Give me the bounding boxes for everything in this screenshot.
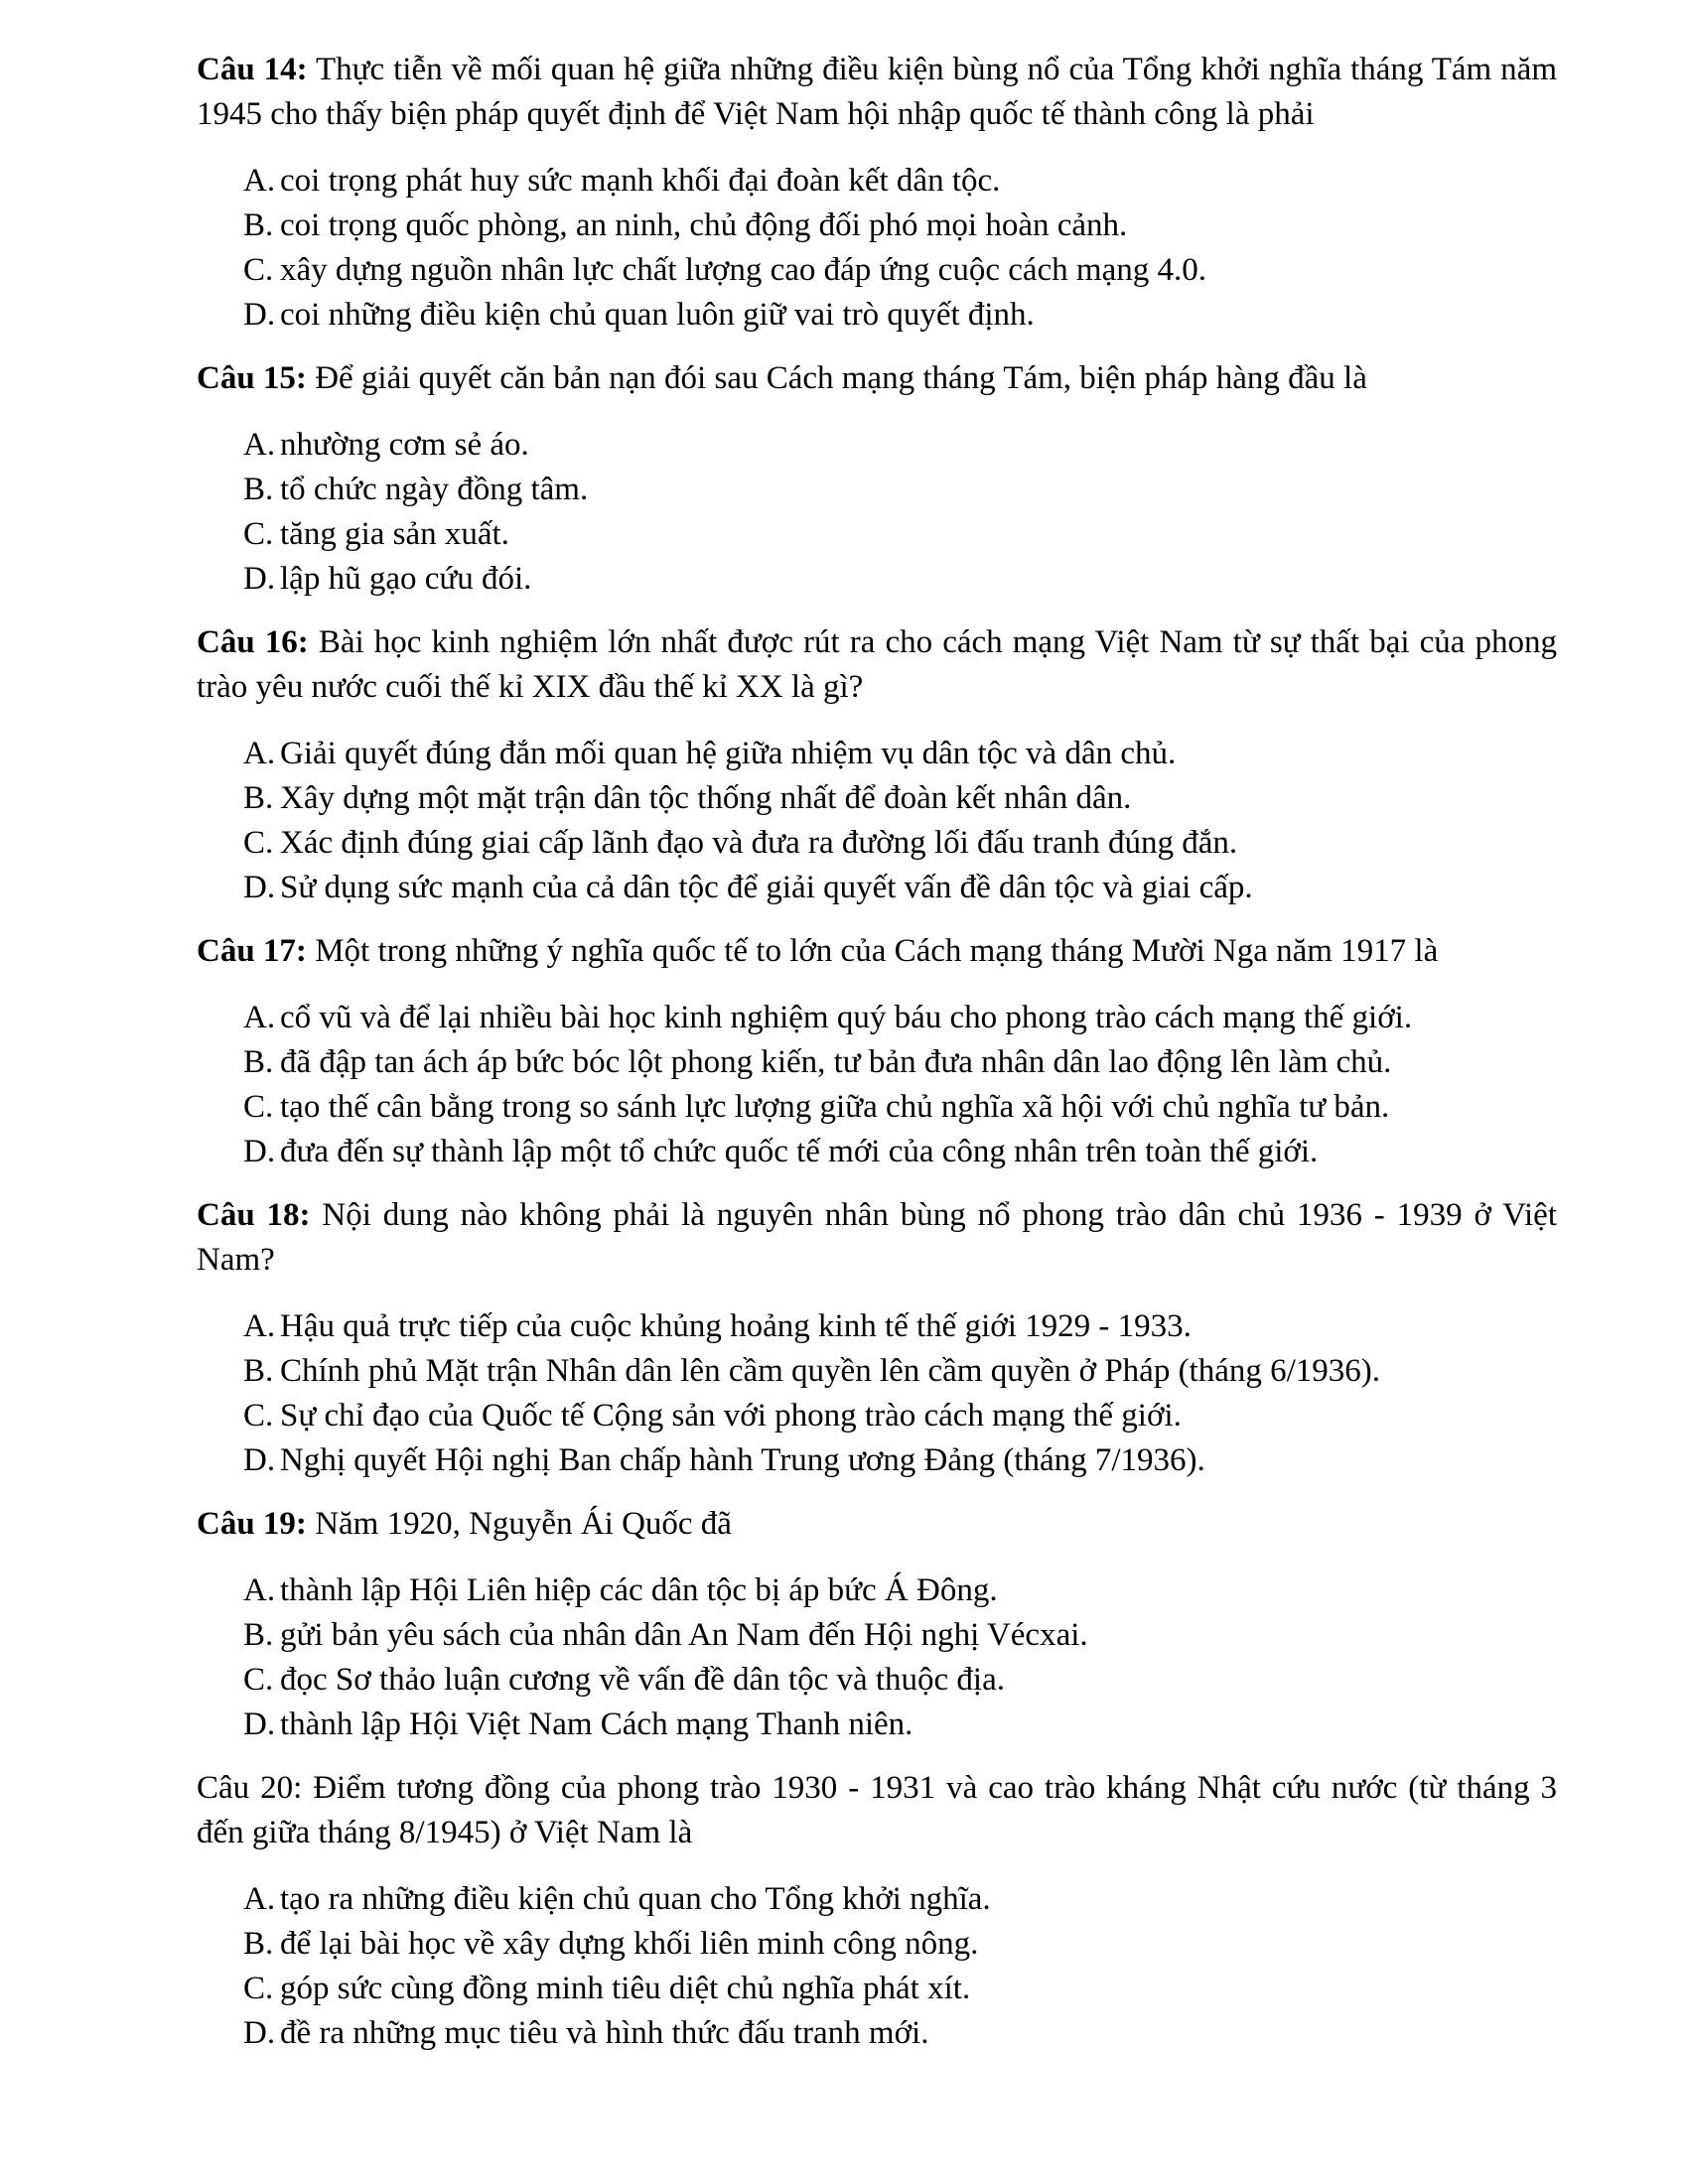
option-letter: B. (243, 1926, 274, 1962)
option-c[interactable] (243, 248, 1557, 293)
option-c[interactable] (243, 1394, 1557, 1438)
option-letter: C. (243, 1662, 274, 1698)
option-c[interactable] (243, 1658, 1557, 1703)
option-text: đọc Sơ thảo luận cương về vấn đề dân tộc và thuộc địa. (280, 1662, 1005, 1698)
option-b[interactable] (243, 1040, 1557, 1085)
option-text: tạo ra những điều kiện chủ quan cho Tổng khởi nghĩa. (280, 1881, 991, 1917)
option-letter: D. (243, 561, 276, 597)
question-text: Nội dung nào không phải là nguyên nhân bùng nổ phong trào dân chủ 1936 - 1939 ở Việt Nam? (197, 1197, 1557, 1278)
option-d[interactable] (243, 866, 1557, 910)
question-label: Câu 14: (197, 52, 308, 87)
option-letter: A. (243, 1572, 276, 1608)
question-spacer (197, 602, 1557, 620)
answer-options (197, 1569, 1557, 1747)
option-text: Sự chỉ đạo của Quốc tế Cộng sản với phong trào cách mạng thế giới. (280, 1398, 1182, 1433)
question-16 (197, 620, 1557, 929)
option-letter: A. (243, 736, 276, 771)
option-text: nhường cơm sẻ áo. (280, 427, 529, 463)
option-letter: D. (243, 1134, 276, 1169)
option-text: tổ chức ngày đồng tâm. (280, 472, 589, 507)
question-label: Câu 17: (197, 933, 307, 969)
answer-options (197, 732, 1557, 910)
option-letter: C. (243, 252, 274, 288)
question-18 (197, 1193, 1557, 1502)
question-label: Câu 18: (197, 1197, 311, 1233)
question-19 (197, 1502, 1557, 1766)
question-spacer (197, 1747, 1557, 1766)
option-text: Sử dụng sức mạnh của cả dân tộc để giải quyết vấn đề dân tộc và giai cấp. (280, 870, 1253, 905)
option-text: lập hũ gạo cứu đói. (280, 561, 532, 597)
question-spacer (197, 1174, 1557, 1193)
option-text: đề ra những mục tiêu và hình thức đấu tranh mới. (280, 2015, 929, 2051)
question-stem (197, 1766, 1557, 1855)
question-label: Câu 19: (197, 1506, 307, 1542)
answer-options (197, 996, 1557, 1174)
question-stem (197, 1502, 1557, 1547)
option-text: đưa đến sự thành lập một tổ chức quốc tế mới của công nhân trên toàn thế giới. (280, 1134, 1319, 1169)
option-text: gửi bản yêu sách của nhân dân An Nam đến Hội nghị Vécxai. (280, 1617, 1088, 1653)
option-d[interactable] (243, 1130, 1557, 1174)
option-letter: A. (243, 1308, 276, 1344)
option-b[interactable] (243, 204, 1557, 248)
option-b[interactable] (243, 1922, 1557, 1967)
option-c[interactable] (243, 1967, 1557, 2011)
option-text: Nghị quyết Hội nghị Ban chấp hành Trung ương Đảng (tháng 7/1936). (280, 1442, 1205, 1478)
option-text: coi trọng phát huy sức mạnh khối đại đoàn kết dân tộc. (280, 163, 1001, 199)
question-text: Để giải quyết căn bản nạn đói sau Cách mạng tháng Tám, biện pháp hàng đầu là (306, 360, 1367, 396)
answer-options (197, 423, 1557, 602)
option-letter: B. (243, 207, 274, 243)
question-stem (197, 929, 1557, 974)
question-17 (197, 929, 1557, 1193)
option-a[interactable] (243, 1304, 1557, 1349)
option-text: góp sức cùng đồng minh tiêu diệt chủ nghĩa phát xít. (280, 1971, 971, 2006)
question-spacer (197, 338, 1557, 356)
option-d[interactable] (243, 293, 1557, 338)
option-text: cổ vũ và để lại nhiều bài học kinh nghiệm quý báu cho phong trào cách mạng thế giới. (280, 1000, 1413, 1035)
option-letter: B. (243, 472, 274, 507)
option-d[interactable] (243, 557, 1557, 602)
question-text: Một trong những ý nghĩa quốc tế to lớn của Cách mạng tháng Mười Nga năm 1917 là (306, 933, 1439, 969)
option-letter: C. (243, 825, 274, 861)
question-text: Bài học kinh nghiệm lớn nhất được rút ra cho cách mạng Việt Nam từ sự thất bại của phong trào yêu nước cuối thế kỉ XIX đầu thế kỉ XX là gì? (197, 624, 1557, 705)
question-stem (197, 356, 1557, 401)
option-letter: D. (243, 297, 276, 333)
option-d[interactable] (243, 1703, 1557, 1747)
question-15 (197, 356, 1557, 620)
question-label: Câu 20: (197, 1770, 303, 1806)
exam-page (197, 48, 1557, 2056)
option-c[interactable] (243, 512, 1557, 557)
question-label: Câu 15: (197, 360, 307, 396)
question-spacer (197, 910, 1557, 929)
question-text: Năm 1920, Nguyễn Ái Quốc đã (306, 1506, 732, 1542)
question-20 (197, 1766, 1557, 2056)
question-stem (197, 620, 1557, 710)
option-letter: B. (243, 1353, 274, 1389)
question-stem (197, 1193, 1557, 1283)
option-letter: B. (243, 780, 274, 816)
option-d[interactable] (243, 1438, 1557, 1483)
option-letter: A. (243, 1000, 276, 1035)
option-b[interactable] (243, 1349, 1557, 1394)
option-text: Chính phủ Mặt trận Nhân dân lên cầm quyền lên cầm quyền ở Pháp (tháng 6/1936). (280, 1353, 1381, 1389)
question-14 (197, 48, 1557, 356)
option-letter: A. (243, 427, 276, 463)
answer-options (197, 1877, 1557, 2056)
option-text: Xây dựng một mặt trận dân tộc thống nhất để đoàn kết nhân dân. (280, 780, 1132, 816)
option-c[interactable] (243, 1085, 1557, 1130)
question-text: Điểm tương đồng của phong trào 1930 - 1931 và cao trào kháng Nhật cứu nước (từ tháng 3 đến giữa tháng 8/1945) ở Việt Nam là (197, 1770, 1558, 1850)
option-text: coi trọng quốc phòng, an ninh, chủ động đối phó mọi hoàn cảnh. (280, 207, 1128, 243)
question-label: Câu 16: (197, 624, 309, 660)
option-c[interactable] (243, 821, 1557, 866)
answer-options (197, 1304, 1557, 1483)
option-text: tăng gia sản xuất. (280, 516, 509, 552)
option-letter: C. (243, 1089, 274, 1125)
option-letter: C. (243, 1971, 274, 2006)
option-a[interactable] (243, 732, 1557, 776)
option-letter: D. (243, 2015, 276, 2051)
option-b[interactable] (243, 1613, 1557, 1658)
option-letter: D. (243, 870, 276, 905)
option-text: xây dựng nguồn nhân lực chất lượng cao đáp ứng cuộc cách mạng 4.0. (280, 252, 1206, 288)
option-text: thành lập Hội Liên hiệp các dân tộc bị áp bức Á Đông. (280, 1572, 998, 1608)
option-text: Xác định đúng giai cấp lãnh đạo và đưa ra đường lối đấu tranh đúng đắn. (280, 825, 1238, 861)
option-d[interactable] (243, 2011, 1557, 2056)
option-letter: B. (243, 1044, 274, 1080)
option-text: Hậu quả trực tiếp của cuộc khủng hoảng kinh tế thế giới 1929 - 1933. (280, 1308, 1192, 1344)
option-letter: B. (243, 1617, 274, 1653)
option-text: đã đập tan ách áp bức bóc lột phong kiến, tư bản đưa nhân dân lao động lên làm chủ. (280, 1044, 1392, 1080)
option-a[interactable] (243, 159, 1557, 204)
option-text: Giải quyết đúng đắn mối quan hệ giữa nhiệm vụ dân tộc và dân chủ. (280, 736, 1177, 771)
option-a[interactable] (243, 1877, 1557, 1922)
option-letter: A. (243, 1881, 276, 1917)
option-a[interactable] (243, 423, 1557, 468)
answer-options (197, 159, 1557, 338)
option-letter: D. (243, 1706, 276, 1742)
option-b[interactable] (243, 776, 1557, 821)
option-text: tạo thế cân bằng trong so sánh lực lượng giữa chủ nghĩa xã hội với chủ nghĩa tư bản. (280, 1089, 1390, 1125)
option-letter: C. (243, 1398, 274, 1433)
option-b[interactable] (243, 468, 1557, 512)
option-a[interactable] (243, 996, 1557, 1040)
option-text: coi những điều kiện chủ quan luôn giữ vai trò quyết định. (280, 297, 1035, 333)
question-text: Thực tiễn về mối quan hệ giữa những điều kiện bùng nổ của Tổng khởi nghĩa tháng Tám năm 1945 cho thấy biện pháp quyết định để Việt Nam hội nhập quốc tế thành công là phải (197, 52, 1557, 132)
option-letter: C. (243, 516, 274, 552)
option-text: thành lập Hội Việt Nam Cách mạng Thanh niên. (280, 1706, 914, 1742)
option-a[interactable] (243, 1569, 1557, 1613)
option-letter: D. (243, 1442, 276, 1478)
option-letter: A. (243, 163, 276, 199)
option-text: để lại bài học về xây dựng khối liên minh công nông. (280, 1926, 979, 1962)
question-spacer (197, 1483, 1557, 1502)
question-stem (197, 48, 1557, 137)
